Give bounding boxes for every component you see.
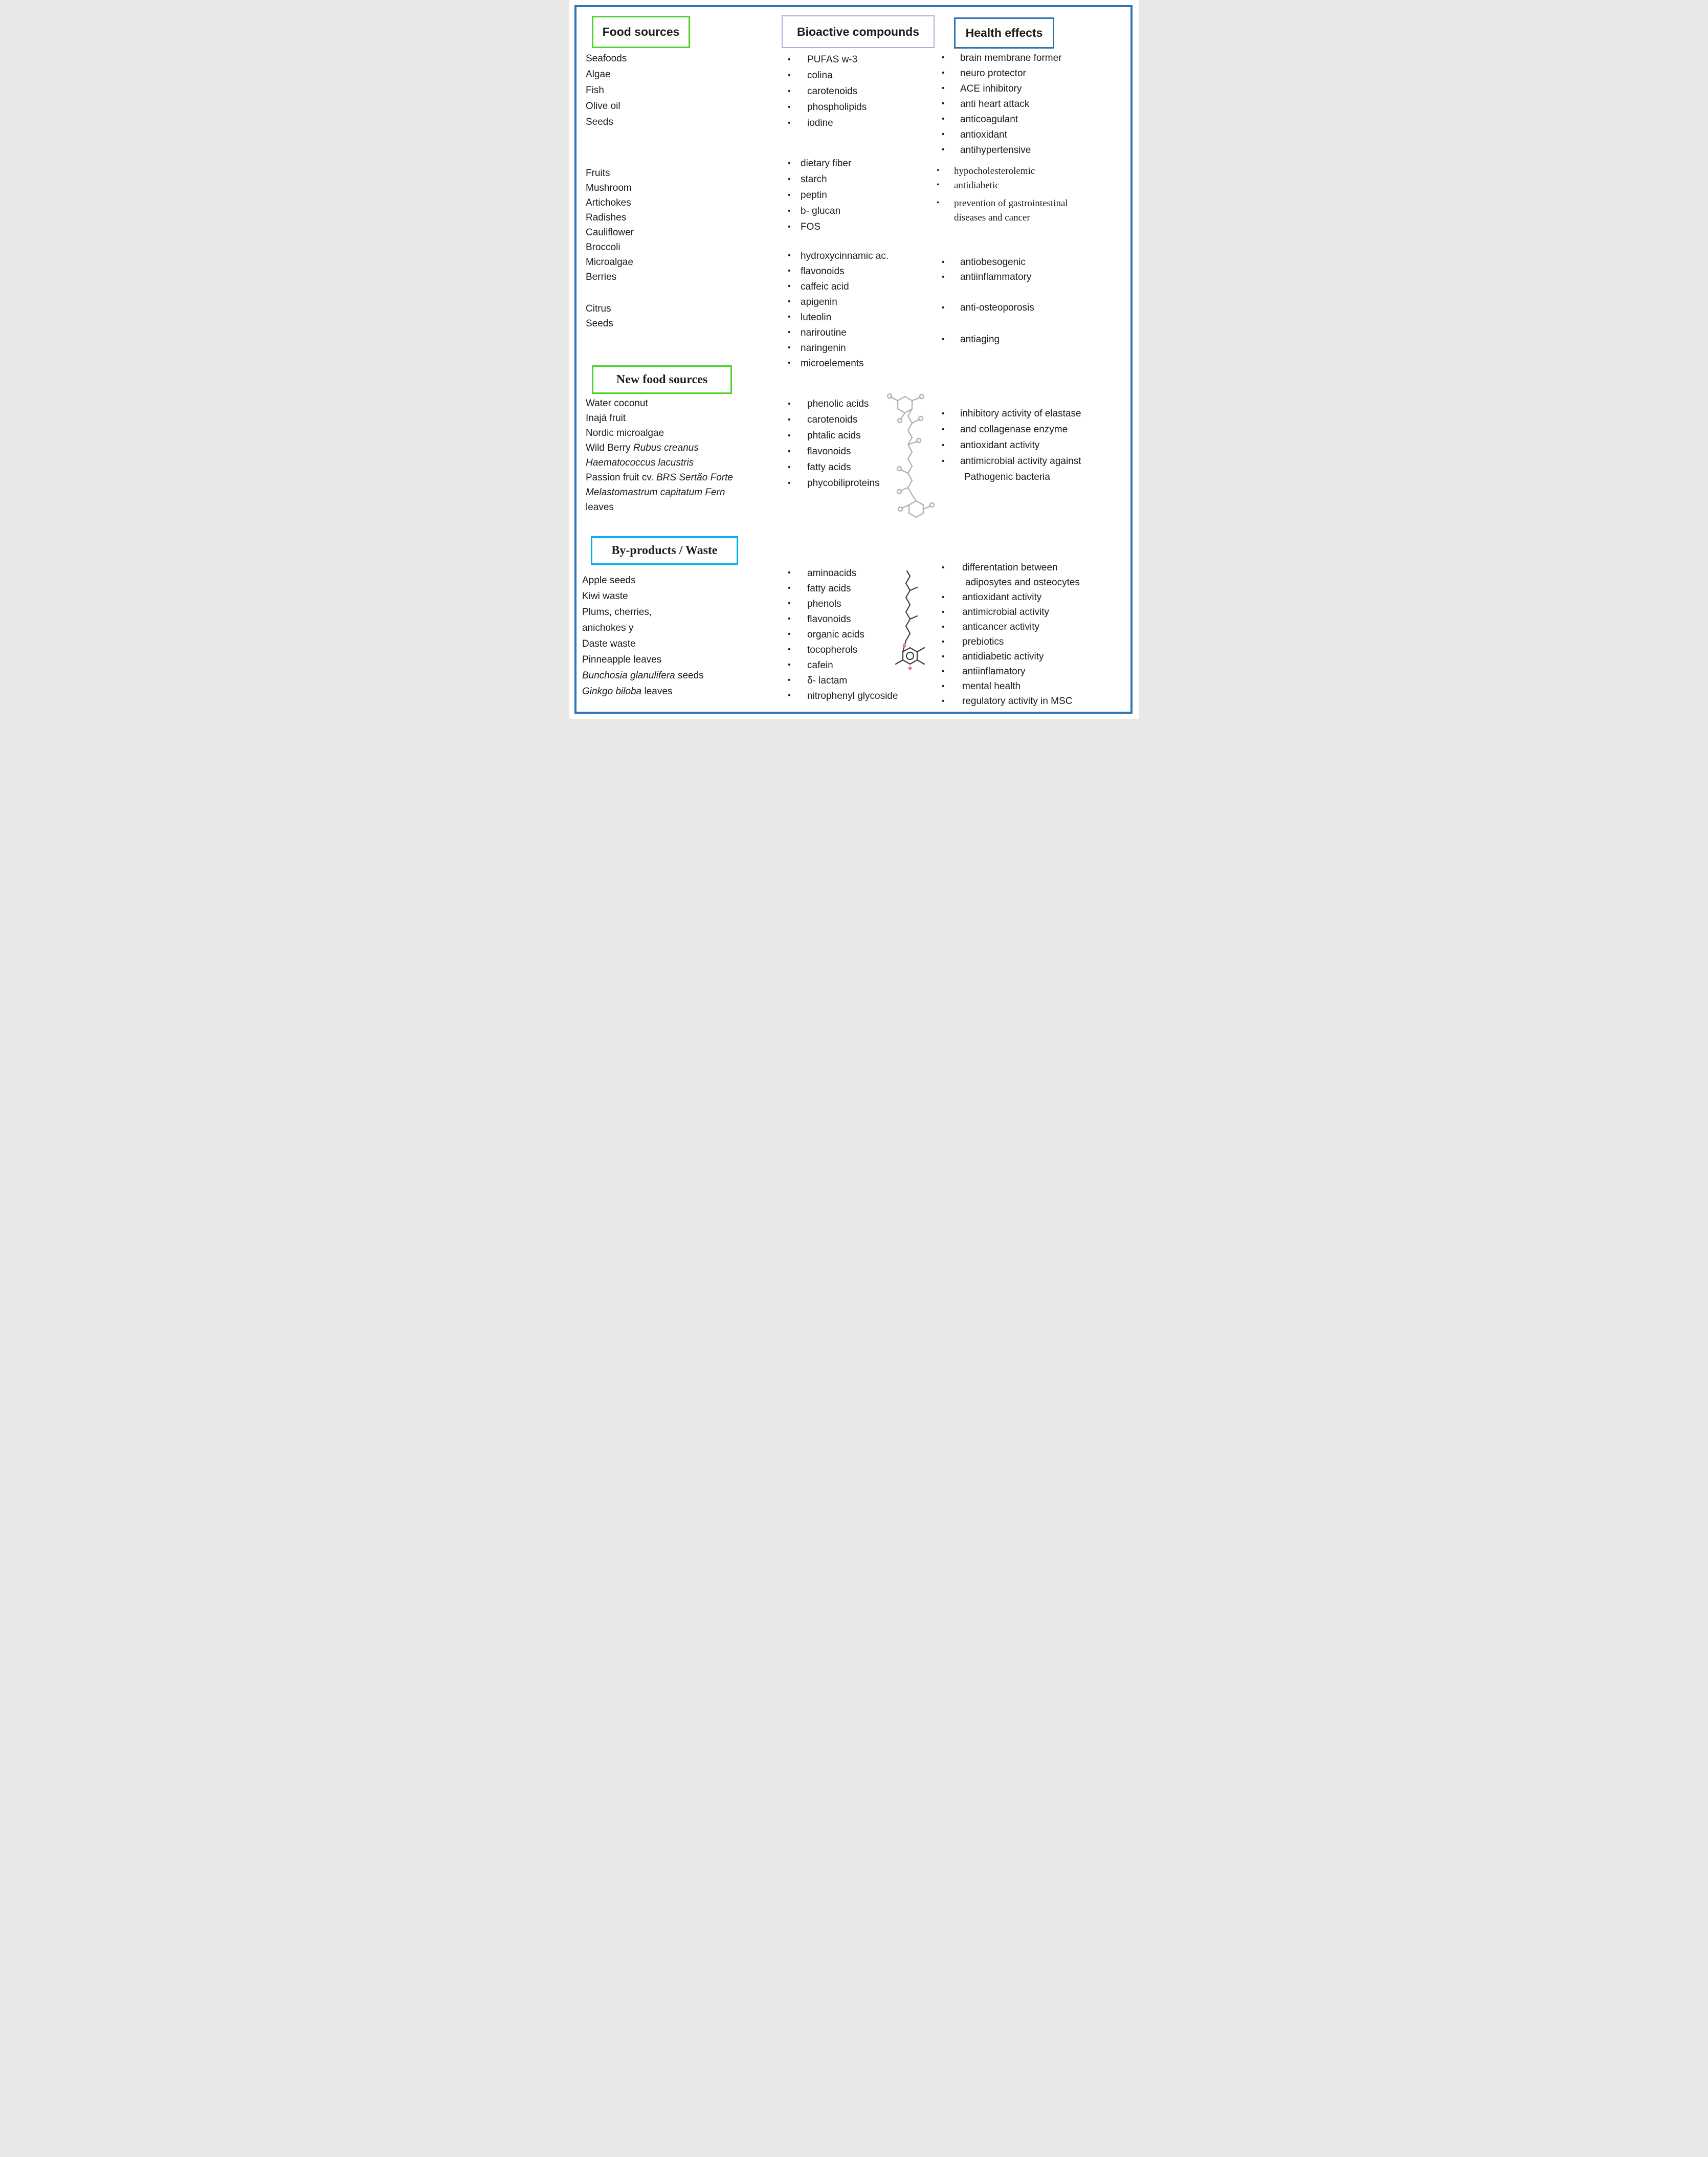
bullet-icon: • — [937, 166, 940, 175]
list-item — [942, 590, 1134, 605]
carotenoid-molecule-illustration — [885, 390, 937, 529]
list-item — [586, 396, 783, 411]
list-item-text: antioxidant — [960, 129, 1007, 140]
list-item-text: Seeds — [586, 318, 613, 329]
list-item-text: Cauliflower — [586, 227, 634, 238]
list-item — [788, 611, 964, 627]
list-item-text: antidiabetic activity — [962, 651, 1044, 662]
list-item — [942, 300, 1123, 315]
bullet-icon: • — [788, 55, 791, 64]
list-item — [788, 68, 957, 83]
effects-list-inflammation — [942, 255, 1123, 347]
bullet-icon: • — [788, 431, 791, 440]
list-item-text: differentation between — [962, 562, 1058, 573]
effects-list-cell-misc — [942, 560, 1134, 709]
list-item — [586, 166, 770, 181]
bullet-icon: • — [788, 343, 791, 352]
bullet-icon: • — [788, 86, 791, 96]
list-item — [586, 411, 783, 426]
list-item-text: antioxidant activity — [960, 440, 1040, 451]
list-item — [788, 248, 957, 263]
list-item-text: fatty acids — [807, 462, 851, 473]
list-item-text: hydroxycinnamic ac. — [801, 250, 889, 261]
list-item — [788, 596, 964, 611]
list-item — [582, 636, 784, 652]
list-item — [586, 98, 770, 114]
bullet-icon: • — [788, 206, 791, 215]
list-item-text: anticoagulant — [960, 114, 1018, 125]
list-item-text: Melastomastrum capitatum Fern — [586, 487, 725, 498]
list-item — [586, 225, 770, 240]
list-item — [586, 114, 770, 130]
bullet-icon: • — [942, 99, 945, 108]
food-sources-header-label: Food sources — [602, 25, 680, 38]
list-item-text: Fish — [586, 85, 604, 96]
bullet-icon: • — [942, 592, 945, 602]
list-item — [586, 500, 783, 515]
bullet-icon: • — [942, 409, 945, 418]
list-item-text: cafein — [807, 659, 833, 671]
list-item — [942, 694, 1134, 709]
bullet-icon: • — [788, 599, 791, 608]
bullet-icon: • — [788, 676, 791, 685]
list-item — [586, 82, 770, 98]
bullet-icon: • — [942, 145, 945, 154]
list-item-text: adiposytes and osteocytes — [965, 577, 1080, 588]
bullet-icon: • — [788, 661, 791, 669]
list-item-text: b- glucan — [801, 206, 841, 216]
bullet-icon: • — [937, 181, 940, 189]
list-item — [788, 565, 964, 581]
list-item-text: Nordic microalgae — [586, 428, 664, 438]
list-item — [937, 164, 1128, 178]
list-item — [788, 627, 964, 642]
list-item — [586, 67, 770, 82]
list-item — [942, 620, 1134, 634]
list-item-text: phospholipids — [807, 102, 867, 113]
bullet-icon: • — [788, 267, 791, 275]
bullet-icon: • — [942, 696, 945, 706]
new-food-sources-header-box — [592, 365, 732, 394]
list-item-text: Mushroom — [586, 183, 632, 193]
list-item-text: Bunchosia glanulifera seeds — [582, 670, 704, 681]
new-food-sources-list — [586, 396, 783, 515]
bullet-icon: • — [942, 69, 945, 77]
list-item-text: Citrus — [586, 303, 611, 314]
list-item-text: Seeds — [586, 117, 613, 127]
bullet-icon: • — [788, 415, 791, 424]
list-item-text: tocopherols — [807, 644, 858, 655]
list-item-text: mental health — [962, 681, 1021, 692]
bullet-icon: • — [942, 272, 945, 281]
list-item-text: naringenin — [801, 342, 846, 354]
new-food-sources-header-label: New food sources — [616, 372, 708, 386]
effects-list-cardio-neuro — [942, 50, 1123, 158]
bullet-icon: • — [942, 257, 945, 267]
list-item — [788, 325, 957, 340]
list-item-text: Inajá fruit — [586, 413, 626, 424]
bullet-icon: • — [788, 478, 791, 488]
list-item — [942, 332, 1123, 347]
list-item-text: Pathogenic bacteria — [964, 472, 1050, 482]
list-item-text: flavonoids — [801, 266, 845, 277]
list-item — [586, 181, 770, 195]
bullet-icon: • — [788, 463, 791, 472]
list-item — [582, 604, 784, 620]
byproducts-waste-list — [582, 573, 784, 699]
list-item — [942, 112, 1123, 127]
list-item-text: Seafoods — [586, 53, 627, 64]
list-item — [788, 156, 957, 171]
list-item — [937, 196, 1128, 210]
list-item-text: prebiotics — [962, 636, 1004, 647]
list-item — [942, 575, 1134, 590]
bullet-icon: • — [788, 71, 791, 80]
list-item-text: caffeic acid — [801, 281, 849, 292]
list-item — [788, 688, 964, 703]
figure-root — [569, 0, 1139, 719]
list-item — [582, 652, 784, 668]
list-item — [582, 684, 784, 699]
bullet-icon: • — [788, 159, 791, 168]
list-item — [942, 469, 1128, 485]
list-item — [942, 255, 1123, 270]
food-sources-list-citrus — [586, 301, 770, 331]
food-sources-list-marine — [586, 51, 770, 130]
list-item-text: δ- lactam — [807, 675, 848, 686]
list-item-text: anti heart attack — [960, 98, 1030, 109]
list-item — [942, 65, 1123, 81]
list-item — [942, 634, 1134, 649]
list-item — [788, 340, 957, 356]
list-item-text: Fruits — [586, 168, 610, 179]
list-item-text: Daste waste — [582, 639, 636, 649]
list-item-text: antiinflamatory — [962, 666, 1026, 677]
bullet-icon: • — [788, 190, 791, 200]
health-effects-header-label: Health effects — [965, 26, 1043, 39]
bullet-icon: • — [788, 102, 791, 112]
tocochromanol-molecule-illustration — [892, 568, 930, 676]
list-item-text: Ginkgo biloba leaves — [582, 686, 673, 697]
list-item-text: phenolic acids — [807, 399, 869, 409]
list-item-text: Berries — [586, 272, 617, 282]
list-item-text: Algae — [586, 69, 611, 80]
effects-list-skin-antimicrobial — [942, 406, 1128, 485]
list-item — [586, 210, 770, 225]
bullet-icon: • — [942, 441, 945, 450]
list-item — [586, 240, 770, 255]
compounds-list-phenolics — [788, 248, 957, 371]
bullet-icon: • — [942, 456, 945, 466]
bullet-icon: • — [942, 563, 945, 572]
list-item-text: Microalgae — [586, 257, 633, 268]
byproducts-waste-header-box — [591, 536, 738, 565]
list-item-text: antihypertensive — [960, 144, 1031, 156]
bullet-icon: • — [942, 652, 945, 661]
list-item — [942, 605, 1134, 620]
list-item-text: anichokes y — [582, 623, 634, 633]
list-item — [582, 588, 784, 604]
list-item-text: Passion fruit cv. BRS Sertão Forte — [586, 472, 733, 483]
compounds-list-marine — [788, 52, 957, 131]
list-item — [942, 406, 1128, 422]
list-item-text: flavonoids — [807, 613, 851, 625]
bullet-icon: • — [788, 118, 791, 127]
list-item — [586, 255, 770, 270]
list-item — [788, 310, 957, 325]
list-item-text: apigenin — [801, 296, 837, 307]
list-item-text: dietary fiber — [801, 158, 852, 169]
list-item-text: antimicrobial activity against — [960, 456, 1081, 467]
list-item — [942, 560, 1134, 575]
list-item-text: antimicrobial activity — [962, 607, 1049, 618]
bioactive-compounds-header-box — [782, 15, 935, 48]
list-item — [942, 96, 1123, 112]
list-item — [788, 356, 957, 371]
bullet-icon: • — [788, 645, 791, 654]
list-item-text: Kiwi waste — [582, 591, 628, 602]
list-item-text: hypocholesterolemic — [954, 165, 1035, 177]
list-item-text: leaves — [586, 502, 614, 513]
list-item-text: Pinneapple leaves — [582, 654, 662, 665]
list-item — [788, 263, 957, 279]
list-item-text: Water coconut — [586, 398, 648, 409]
list-item — [788, 657, 964, 673]
list-item — [942, 649, 1134, 664]
bullet-icon: • — [942, 667, 945, 676]
effects-list-metabolic — [937, 164, 1128, 225]
list-item-text: diseases and cancer — [954, 212, 1030, 223]
health-effects-header-box — [954, 17, 1054, 49]
list-item — [586, 316, 770, 331]
list-item-text: carotenoids — [807, 86, 858, 97]
food-sources-header-box — [592, 16, 690, 48]
list-item-text: antidiabetic — [954, 180, 1000, 191]
list-item — [788, 279, 957, 294]
bullet-icon: • — [942, 115, 945, 123]
bullet-icon: • — [788, 614, 791, 623]
list-item-text: neuro protector — [960, 68, 1026, 79]
list-item-text: Artichokes — [586, 197, 631, 208]
bullet-icon: • — [788, 584, 791, 592]
bullet-icon: • — [942, 425, 945, 434]
list-item — [942, 127, 1123, 142]
food-sources-list-produce — [586, 166, 770, 284]
bullet-icon: • — [788, 630, 791, 639]
list-item-text: microelements — [801, 358, 864, 369]
list-item — [582, 620, 784, 636]
list-item-text: carotenoids — [807, 414, 858, 425]
list-item-text: brain membrane former — [960, 52, 1062, 63]
bullet-icon: • — [788, 282, 791, 291]
list-item-text: iodine — [807, 118, 833, 128]
list-item — [788, 642, 964, 657]
list-item — [586, 195, 770, 210]
list-item-text: regulatory activity in MSC — [962, 696, 1073, 707]
list-item — [586, 441, 783, 455]
list-item-text: antioxidant activity — [962, 592, 1042, 603]
bullet-icon: • — [788, 297, 791, 306]
list-item-text: organic acids — [807, 629, 864, 640]
list-item — [942, 270, 1123, 284]
list-item — [788, 203, 957, 219]
bullet-icon: • — [942, 681, 945, 691]
list-item — [586, 455, 783, 470]
list-item — [942, 664, 1134, 679]
list-item — [937, 210, 1128, 225]
list-item — [788, 52, 957, 68]
list-item-text: antiaging — [960, 334, 1000, 345]
list-item — [586, 470, 783, 485]
bullet-icon: • — [788, 313, 791, 321]
list-item — [942, 50, 1123, 65]
list-item-text: ACE inhibitory — [960, 83, 1022, 94]
list-item — [586, 426, 783, 441]
list-item-text: flavonoids — [807, 446, 851, 457]
list-item — [788, 294, 957, 310]
list-item-text: anti-osteoporosis — [960, 302, 1034, 313]
list-item — [788, 219, 957, 235]
bullet-icon: • — [788, 447, 791, 456]
list-item — [788, 581, 964, 596]
byproducts-waste-header-label: By-products / Waste — [611, 543, 718, 557]
list-item-text: phenols — [807, 598, 841, 609]
list-item — [788, 187, 957, 203]
list-item-text: anticancer activity — [962, 622, 1040, 632]
list-item-text: antiobesogenic — [960, 257, 1026, 268]
bullet-icon: • — [788, 691, 791, 700]
bullet-icon: • — [788, 399, 791, 408]
list-item — [788, 171, 957, 187]
list-item-text: Olive oil — [586, 101, 620, 112]
list-item-text: Haematococcus lacustris — [586, 457, 694, 468]
list-item-text: phycobiliproteins — [807, 478, 880, 489]
bullet-icon: • — [942, 622, 945, 631]
bullet-icon: • — [942, 84, 945, 93]
list-item — [942, 81, 1123, 96]
list-item — [582, 573, 784, 588]
list-item-text: colina — [807, 70, 833, 81]
list-item — [586, 270, 770, 284]
list-item — [937, 178, 1128, 192]
list-item-text: Apple seeds — [582, 575, 636, 586]
bullet-icon: • — [942, 607, 945, 617]
compounds-list-fiber — [788, 156, 957, 235]
list-item-text: inhibitory activity of elastase — [960, 408, 1081, 419]
list-item-text: peptin — [801, 190, 827, 201]
list-item-text: antiinflammatory — [960, 272, 1032, 282]
list-item-text: Plums, cherries, — [582, 607, 652, 618]
list-item — [788, 673, 964, 688]
list-item-text: nariroutine — [801, 327, 847, 338]
list-item — [942, 679, 1134, 694]
list-item — [586, 51, 770, 67]
bullet-icon: • — [942, 130, 945, 139]
list-item-text: Broccoli — [586, 242, 620, 253]
bullet-icon: • — [942, 637, 945, 646]
bullet-icon: • — [942, 303, 945, 312]
list-item-text: Radishes — [586, 212, 627, 223]
list-item — [942, 422, 1128, 437]
bullet-icon: • — [788, 222, 791, 231]
list-item-text: prevention of gastrointestinal — [954, 197, 1068, 209]
list-item-text: Wild Berry Rubus creanus — [586, 443, 699, 453]
bullet-icon: • — [788, 328, 791, 337]
list-item — [942, 142, 1123, 158]
bullet-icon: • — [788, 174, 791, 184]
list-item — [942, 453, 1128, 469]
list-item — [586, 301, 770, 316]
list-item — [788, 115, 957, 131]
list-item-text: phtalic acids — [807, 430, 861, 441]
list-item — [788, 99, 957, 115]
list-item-text: nitrophenyl glycoside — [807, 690, 898, 701]
list-item-text: fatty acids — [807, 583, 851, 594]
bioactive-compounds-header-label: Bioactive compounds — [797, 25, 919, 38]
list-item — [788, 83, 957, 99]
list-item — [942, 437, 1128, 453]
list-item-text: starch — [801, 174, 827, 185]
bullet-icon: • — [937, 199, 940, 207]
list-item — [582, 668, 784, 684]
list-item-text: and collagenase enzyme — [960, 424, 1068, 435]
list-item-text: luteolin — [801, 312, 832, 323]
bullet-icon: • — [942, 335, 945, 344]
bullet-icon: • — [788, 251, 791, 260]
compounds-list-byproducts — [788, 565, 964, 703]
list-item-text: FOS — [801, 222, 821, 232]
bullet-icon: • — [788, 359, 791, 367]
list-item — [586, 485, 783, 500]
bullet-icon: • — [942, 53, 945, 62]
bullet-icon: • — [788, 568, 791, 577]
list-item-text: aminoacids — [807, 567, 857, 579]
list-item-text: PUFAS w-3 — [807, 54, 858, 65]
